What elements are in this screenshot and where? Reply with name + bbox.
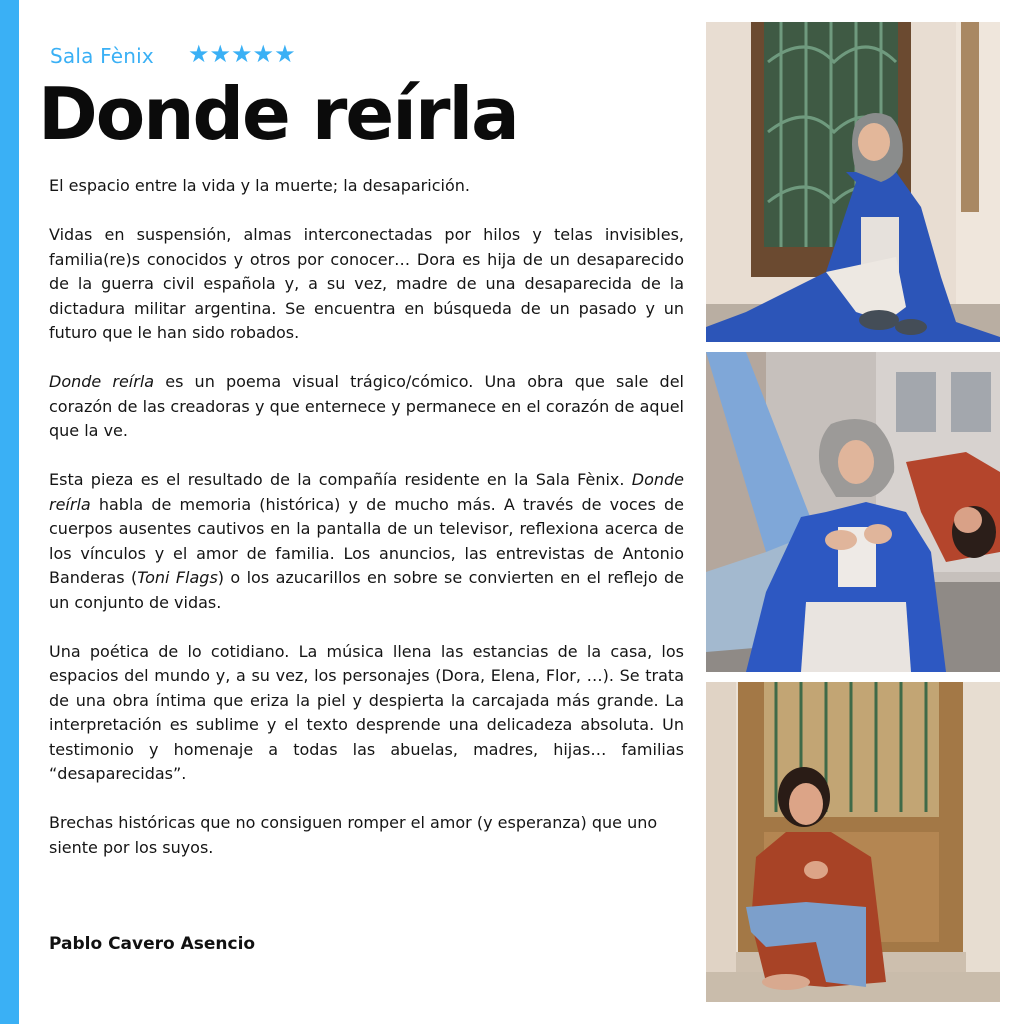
article-body [49,174,684,885]
paragraph-closing: Brechas históricas que no consiguen romper el amor (y esperanza) que uno siente por los suyos. [49,813,658,857]
toni-flags-italic: Toni Flags [137,568,218,587]
accent-side-bar [0,0,19,1024]
paragraph-poem-text: es un poema visual trágico/cómico. Una obra que sale del corazón de las creadoras y que enternece y permanece en el corazón de aquel que la ve. [49,372,685,440]
paragraph-intro: El espacio entre la vida y la muerte; la desaparición. [49,176,470,195]
paragraph-company-text-b: habla de memoria (histórica) y de mucho más. A través de voces de cuerpos ausentes cautivos en la pantalla de un televisor, reflexiona acerca de los vínculos y el amor de familia. Los anuncios, las entrevistas de Antonio Banderas ( [49,494,684,587]
paragraph-poem [49,370,684,444]
play-title-italic-2: Donde reírla [49,470,684,514]
author-name: Pablo Cavero Asencio [49,934,256,954]
photo-woman-blue-coat-doorway [706,22,1000,342]
page-title: Donde reírla [38,72,518,156]
paragraph-synopsis: Vidas en suspensión, almas interconectadas por hilos y telas invisibles, familia(re)s conocidos y otros por conocer… Dora es hija de un desaparecido de la guerra civil española y, a su vez, madre de una desaparecida de la dictadura militar argentina. Se encuentra en búsqueda de un pasado y un futuro que le han sido robados. [49,225,684,342]
photo-three-performers-street [706,352,1000,672]
photo-young-woman-rust-jacket-doorway [706,682,1000,1002]
paragraph-company-text-c: ) o los azucarillos en sobre se convierten en el reflejo de un conjunto de vidas. [49,568,685,612]
paragraph-company-text-a: Esta pieza es el resultado de la compañía residente en la Sala Fènix. [49,470,632,489]
venue-name: Sala Fènix [50,44,154,68]
paragraph-poetics: Una poética de lo cotidiano. La música llena las estancias de la casa, los espacios del mundo y, a su vez, los personajes (Dora, Elena, Flor, …). Se trata de una obra íntima que eriza la piel y despierta la carcajada más grande. La interpretación es sublime y el texto desprende una delicadeza absoluta. Un testimonio y homenaje a todas las abuelas, madres, hijas… familias “desaparecidas”. [49,641,684,783]
rating-stars: ★★★★★ [188,40,296,68]
play-title-italic: Donde reírla [49,372,155,391]
paragraph-company [49,468,684,615]
